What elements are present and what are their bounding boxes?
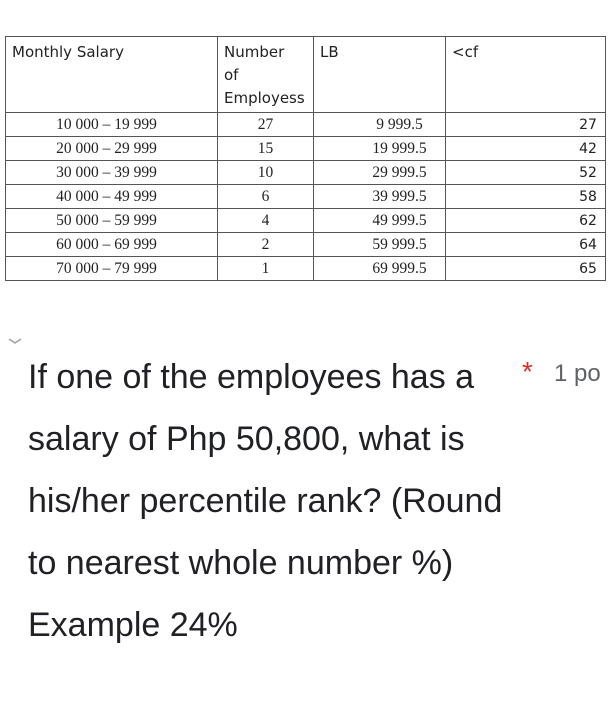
table-row [6,113,606,137]
cumulative-frequency-cell: 42 [446,137,606,161]
collapse-caret-icon [8,338,22,344]
header-monthly-salary: Monthly Salary [6,37,218,113]
cumulative-frequency-cell: 58 [446,185,606,209]
salary-range-cell: 10 000 – 19 999 [6,113,218,137]
table-row [6,161,606,185]
employee-count-cell: 2 [218,233,314,257]
cumulative-frequency-cell: 65 [446,257,606,281]
lower-boundary-cell: 69 999.5 [314,257,446,281]
lower-boundary-cell: 39 999.5 [314,185,446,209]
salary-range-cell: 70 000 – 79 999 [6,257,218,281]
question-text: If one of the employees has a salary of Php 50,800, what is his/her percentile rank? (Round to nearest whole number %) Example 24% [28,358,503,644]
lower-boundary-cell: 49 999.5 [314,209,446,233]
salary-table-container [5,36,605,281]
table-row [6,137,606,161]
header-number-of-employees [218,37,314,113]
header-lower-boundary: LB [314,37,446,113]
header-less-than-cf: <cf [446,37,606,113]
table-row [6,257,606,281]
cumulative-frequency-cell: 27 [446,113,606,137]
required-asterisk: * [522,356,533,387]
salary-frequency-table [5,36,606,281]
lower-boundary-cell: 29 999.5 [314,161,446,185]
salary-range-cell: 20 000 – 29 999 [6,137,218,161]
salary-range-cell: 50 000 – 59 999 [6,209,218,233]
employee-count-cell: 15 [218,137,314,161]
employee-count-cell: 6 [218,185,314,209]
question-points: 1 po [554,360,601,387]
salary-range-cell: 60 000 – 69 999 [6,233,218,257]
table-header-row [6,37,606,113]
employee-count-cell: 27 [218,113,314,137]
salary-range-cell: 40 000 – 49 999 [6,185,218,209]
lower-boundary-cell: 59 999.5 [314,233,446,257]
cumulative-frequency-cell: 52 [446,161,606,185]
cumulative-frequency-cell: 64 [446,233,606,257]
table-body [6,113,606,281]
employee-count-cell: 4 [218,209,314,233]
lower-boundary-cell: 19 999.5 [314,137,446,161]
header-employees-text: Number of Employess [224,43,305,107]
employee-count-cell: 1 [218,257,314,281]
table-row [6,185,606,209]
table-row [6,233,606,257]
employee-count-cell: 10 [218,161,314,185]
lower-boundary-cell: 9 999.5 [314,113,446,137]
table-row [6,209,606,233]
cumulative-frequency-cell: 62 [446,209,606,233]
salary-range-cell: 30 000 – 39 999 [6,161,218,185]
